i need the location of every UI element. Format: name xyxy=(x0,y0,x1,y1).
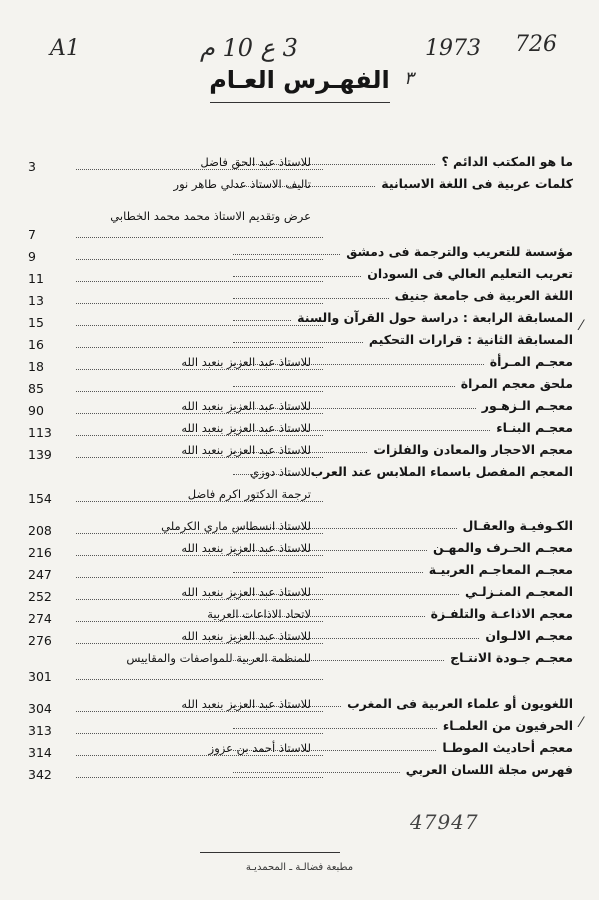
toc-entry-title: الكـوفيـة والعقـال xyxy=(462,518,573,533)
toc-row xyxy=(28,420,573,442)
toc-entry-title: المعجـم المنـزلـي xyxy=(465,584,573,599)
toc-page-number: 3 xyxy=(28,159,36,174)
toc-row xyxy=(28,442,573,464)
toc-row xyxy=(28,518,573,540)
toc-page-number: 313 xyxy=(28,723,52,738)
page-leader-dots xyxy=(76,237,323,238)
toc-entry-title: اللغويون أو علماء العربية فى المغرب xyxy=(347,696,573,711)
page-leader-dots xyxy=(76,643,323,644)
page-leader-dots xyxy=(76,533,323,534)
toc-row xyxy=(28,562,573,584)
handwritten-middle: 3 ع 10 م xyxy=(200,34,298,62)
toc-page-number: 9 xyxy=(28,249,36,264)
table-of-contents xyxy=(28,154,573,784)
page-leader-dots xyxy=(76,555,323,556)
toc-page-number: 276 xyxy=(28,633,52,648)
toc-entry-title: الحرفيون من العلمـاء xyxy=(442,718,573,733)
toc-page-number: 252 xyxy=(28,589,52,604)
handwritten-number: 726 xyxy=(515,32,557,57)
handwritten-title-mark: ٣ xyxy=(404,68,414,89)
toc-row xyxy=(28,464,573,486)
toc-row xyxy=(28,740,573,762)
toc-entry-title: المسابقة الثانية : قرارات التحكيم xyxy=(368,332,573,347)
toc-page-number: 16 xyxy=(28,337,44,352)
toc-row xyxy=(28,176,573,198)
spacer xyxy=(28,198,573,208)
toc-entry-title: اللغة العربية فى جامعة جنيف xyxy=(394,288,573,303)
printer-footer: مطبعة فضالـة ـ المحمديـة xyxy=(245,862,354,873)
toc-entry-title: المعجم المفصل باسماء الملابس عند العرب xyxy=(310,464,573,479)
toc-entry-author: للاستاذ عبد الحق فاضل xyxy=(200,155,311,169)
toc-entry-author: تاليف الاستاذ عدلي طاهر نور xyxy=(173,177,311,191)
toc-entry-author: عرض وتقديم الاستاذ محمد محمد الخطابي xyxy=(110,209,311,223)
page-leader-dots xyxy=(76,457,323,458)
toc-entry-author: للاستاذ أحمد بن عزوز xyxy=(208,741,311,755)
toc-entry-title: مؤسسة للتعريب والترجمة فى دمشق xyxy=(346,244,573,259)
toc-page-number: 7 xyxy=(28,227,36,242)
toc-entry-author: للاستاذ عبد العزيز بنعبد الله xyxy=(181,697,311,711)
title-leader-dots xyxy=(233,572,423,573)
toc-entry-author: للاستاذ عبد العزيز بنعبد الله xyxy=(181,421,311,435)
toc-entry-title: معجـم الحـرف والمهـن xyxy=(432,540,573,555)
toc-row xyxy=(28,376,573,398)
page-leader-dots xyxy=(76,281,323,282)
toc-entry-title: معجم أحاديث الموطـا xyxy=(442,740,573,755)
page-leader-dots xyxy=(76,599,323,600)
toc-row xyxy=(28,718,573,740)
toc-page-number: 113 xyxy=(28,425,52,440)
toc-row xyxy=(28,354,573,376)
toc-page-number: 85 xyxy=(28,381,44,396)
page-leader-dots xyxy=(76,501,323,502)
toc-entry-title: معجم الاذاعـة والتلفـزة xyxy=(430,606,573,621)
toc-row xyxy=(28,540,573,562)
title-underline xyxy=(210,102,390,103)
toc-entry-title: المسابقة الرابعة : دراسة حول القرآن والسنة xyxy=(297,310,573,325)
page-leader-dots xyxy=(76,369,323,370)
page-leader-dots xyxy=(76,325,323,326)
toc-entry-title: معجم الاحجار والمعادن والفلزات xyxy=(373,442,573,457)
toc-entry-title: فهرس مجلة اللسان العربي xyxy=(405,762,573,777)
page-leader-dots xyxy=(76,413,323,414)
toc-entry-title: معجـم المعاجـم العربيـة xyxy=(428,562,573,577)
toc-row xyxy=(28,606,573,628)
page-leader-dots xyxy=(76,169,323,170)
toc-row xyxy=(28,650,573,686)
toc-entry-author: للاستاذ عبد العزيز بنعبد الله xyxy=(181,355,311,369)
page-leader-dots xyxy=(76,577,323,578)
toc-entry-author: للاستاذ عبد العزيز بنعبد الله xyxy=(181,443,311,457)
toc-page-number: 247 xyxy=(28,567,52,582)
toc-entry-title: معجـم الالـوان xyxy=(485,628,573,643)
page-title: الفهـرس العـام xyxy=(209,66,390,94)
toc-row xyxy=(28,154,573,176)
toc-row xyxy=(28,208,573,244)
toc-entry-author: للاستاذ دوزي xyxy=(250,465,311,479)
toc-entry-title: معجـم الـزهـور xyxy=(481,398,573,413)
toc-row xyxy=(28,266,573,288)
title-leader-dots xyxy=(233,298,389,299)
toc-page-number: 154 xyxy=(28,491,52,506)
toc-entry-author: لاتحاد الاذاعات العربية xyxy=(207,607,311,621)
toc-entry-author: ترجمة الدكتور اكرم فاضل xyxy=(187,487,311,501)
toc-page-number: 18 xyxy=(28,359,44,374)
toc-row xyxy=(28,628,573,650)
toc-row xyxy=(28,584,573,606)
toc-page-number: 15 xyxy=(28,315,44,330)
title-leader-dots xyxy=(233,386,455,387)
toc-page-number: 274 xyxy=(28,611,52,626)
toc-row xyxy=(28,762,573,784)
spacer xyxy=(28,508,573,518)
check-mark: ⁄ xyxy=(580,318,583,334)
toc-entry-title: تعريب التعليم العالي فى السودان xyxy=(367,266,573,281)
page-leader-dots xyxy=(76,435,323,436)
toc-entry-author: للمنظمة العربية للمواصفات والمقاييس xyxy=(126,651,311,665)
toc-entry-title: معجـم البنـاء xyxy=(496,420,573,435)
toc-entry-author: للاستاذ عبد العزيز بنعبد الله xyxy=(181,629,311,643)
toc-page-number: 11 xyxy=(28,271,44,286)
toc-row xyxy=(28,288,573,310)
toc-page-number: 139 xyxy=(28,447,52,462)
toc-page-number: 304 xyxy=(28,701,52,716)
toc-entry-title: كلمات عربية فى اللغة الاسبانية xyxy=(381,176,573,191)
toc-entry-title: ما هو المكتب الدائم ؟ xyxy=(441,154,573,169)
check-mark: ⁄ xyxy=(580,715,583,731)
handwritten-top-left: A1 xyxy=(50,36,80,61)
toc-row xyxy=(28,398,573,420)
toc-page-number: 90 xyxy=(28,403,44,418)
page-leader-dots xyxy=(76,259,323,260)
toc-entry-author: للاستاذ عبد العزيز بنعبد الله xyxy=(181,399,311,413)
title-leader-dots xyxy=(233,342,363,343)
toc-row xyxy=(28,310,573,332)
toc-entry-title: معجـم جـودة الانتـاج xyxy=(450,650,573,665)
title-leader-dots xyxy=(233,254,340,255)
toc-entry-title: ملحق معجم المراة xyxy=(460,376,573,391)
title-leader-dots xyxy=(233,276,361,277)
toc-entry-author: للاستاذ عبد العزيز بنعبد الله xyxy=(181,585,311,599)
toc-page-number: 314 xyxy=(28,745,52,760)
toc-page-number: 208 xyxy=(28,523,52,538)
page-leader-dots xyxy=(76,391,323,392)
page-leader-dots xyxy=(76,679,323,680)
page-leader-dots xyxy=(76,303,323,304)
toc-row xyxy=(28,486,573,508)
toc-entry-title: معجـم المـرأة xyxy=(489,354,573,369)
toc-entry-author: للاستاذ عبد العزيز بنعبد الله xyxy=(181,541,311,555)
page-leader-dots xyxy=(76,777,323,778)
toc-page-number: 216 xyxy=(28,545,52,560)
title-leader-dots xyxy=(233,320,291,321)
title-leader-dots xyxy=(233,728,437,729)
toc-page-number: 13 xyxy=(28,293,44,308)
toc-page-number: 301 xyxy=(28,669,52,684)
page-leader-dots xyxy=(76,347,323,348)
handwritten-year: 1973 xyxy=(425,36,481,61)
toc-row xyxy=(28,332,573,354)
toc-row xyxy=(28,244,573,266)
footer-rule xyxy=(200,852,340,853)
handwritten-stamp-number: 47947 xyxy=(410,810,479,834)
page-leader-dots xyxy=(76,711,323,712)
page-leader-dots xyxy=(76,621,323,622)
title-leader-dots xyxy=(233,772,400,773)
page-leader-dots xyxy=(76,755,323,756)
page-leader-dots xyxy=(76,733,323,734)
toc-entry-author: للاستاذ انسطاس ماري الكرملي xyxy=(161,519,311,533)
spacer xyxy=(28,686,573,696)
toc-row xyxy=(28,696,573,718)
toc-page-number: 342 xyxy=(28,767,52,782)
